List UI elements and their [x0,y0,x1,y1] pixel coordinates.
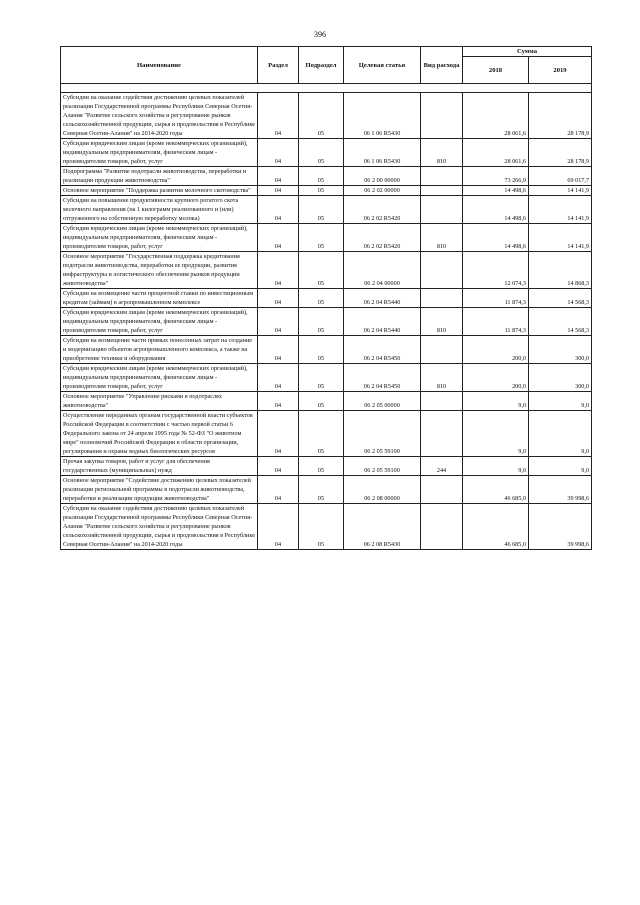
row-name: Субсидии на оказание содействия достижению целевых показателей реализации Государственной программы Республики Северная Осетия-Алания "Развитие сельского хозяйства и регулирование рынков сельскохозяйственной продукции, сырья и продовольствия в Республике Северная Осетия-Алания" на 2014-2020 годы [61,93,258,139]
page-number: 396 [314,30,326,39]
row-expense-type: 244 [421,457,463,476]
header-2019: 2019 [529,57,592,84]
row-expense-type [421,167,463,186]
row-section: 04 [258,336,299,364]
row-name: Основное мероприятие "Государственная поддержка кредитования подотрасли животноводства, переработки ее продукции, развития инфраструктуры и логистического обеспечения рынков продукции животноводства" [61,252,258,289]
row-name: Субсидии на повышение продуктивности крупного рогатого скота молочного направления (на 1 килограмм реализованного и (или) отгруженного на собственную переработку молока) [61,196,258,224]
row-sum-2019: 14 568,3 [529,289,592,308]
table-row [61,476,592,504]
row-target: 06 2 02 R5420 [344,196,421,224]
row-expense-type [421,93,463,139]
row-sum-2018: 9,0 [463,411,529,457]
row-section: 04 [258,289,299,308]
row-expense-type: 810 [421,364,463,392]
row-section: 04 [258,392,299,411]
row-expense-type [421,504,463,550]
row-sum-2018: 12 074,3 [463,252,529,289]
row-name: Субсидии на возмещение части прямых понесенных затрат на создание и модернизацию объектов агропромышленного комплекса, а также на приобретение техники и оборудования [61,336,258,364]
row-expense-type: 810 [421,224,463,252]
row-sum-2019: 300,0 [529,336,592,364]
row-sum-2018: 14 498,6 [463,224,529,252]
row-target: 06 1 06 R5430 [344,93,421,139]
table-row [61,364,592,392]
row-section: 04 [258,364,299,392]
row-expense-type [421,186,463,196]
table-row [61,308,592,336]
row-target: 06 2 04 R5440 [344,289,421,308]
row-sum-2018: 9,0 [463,392,529,411]
row-expense-type [421,289,463,308]
table-row [61,186,592,196]
header-2018: 2018 [463,57,529,84]
row-sum-2019: 9,0 [529,457,592,476]
row-subsection: 05 [299,392,344,411]
table-row [61,392,592,411]
row-section: 04 [258,93,299,139]
row-subsection: 05 [299,504,344,550]
row-subsection: 05 [299,308,344,336]
row-sum-2018: 46 685,0 [463,476,529,504]
row-sum-2019: 14 141,9 [529,196,592,224]
row-section: 04 [258,224,299,252]
row-expense-type: 810 [421,139,463,167]
table-row [61,411,592,457]
header-sum: Сумма [463,47,592,57]
row-sum-2019: 28 178,9 [529,93,592,139]
table-row [61,93,592,139]
table-row [61,336,592,364]
header-target: Целевая статья [344,47,421,84]
row-sum-2019: 9,0 [529,411,592,457]
row-subsection: 05 [299,167,344,186]
row-subsection: 05 [299,289,344,308]
budget-table [60,46,592,550]
row-sum-2019: 14 868,3 [529,252,592,289]
table-spacer [61,84,592,93]
row-target: 06 2 05 59100 [344,411,421,457]
row-sum-2018: 9,0 [463,457,529,476]
row-subsection: 05 [299,93,344,139]
row-section: 04 [258,186,299,196]
row-expense-type [421,252,463,289]
row-name: Основное мероприятие "Управление рисками в подотраслях животноводства" [61,392,258,411]
row-section: 04 [258,457,299,476]
row-subsection: 05 [299,186,344,196]
row-sum-2019: 14 568,3 [529,308,592,336]
row-target: 06 2 05 59100 [344,457,421,476]
row-subsection: 05 [299,364,344,392]
row-sum-2019: 39 998,6 [529,504,592,550]
row-section: 04 [258,504,299,550]
row-name: Субсидии юридическим лицам (кроме некоммерческих организаций), индивидуальным предпринимателям, физическим лицам - производителям товаров, работ, услуг [61,364,258,392]
table-row [61,289,592,308]
row-sum-2018: 200,0 [463,336,529,364]
row-sum-2018: 28 061,6 [463,139,529,167]
row-subsection: 05 [299,411,344,457]
row-sum-2019: 14 141,9 [529,224,592,252]
row-name: Субсидии на возмещение части процентной ставки по инвестиционным кредитам (займам) в агропромышленном комплексе [61,289,258,308]
row-sum-2018: 200,0 [463,364,529,392]
row-subsection: 05 [299,196,344,224]
row-subsection: 05 [299,139,344,167]
row-target: 06 2 02 R5420 [344,224,421,252]
row-subsection: 05 [299,457,344,476]
row-target: 06 2 08 R5430 [344,504,421,550]
row-target: 06 2 04 00000 [344,252,421,289]
table-row [61,196,592,224]
row-target: 06 2 04 R5440 [344,308,421,336]
row-subsection: 05 [299,252,344,289]
row-sum-2019: 300,0 [529,364,592,392]
row-name: Основное мероприятие "Поддержка развития молочного скотоводства" [61,186,258,196]
header-section: Раздел [258,47,299,84]
row-sum-2019: 28 178,9 [529,139,592,167]
row-section: 04 [258,252,299,289]
row-sum-2018: 46 685,0 [463,504,529,550]
row-name: Субсидии на оказание содействия достижению целевых показателей реализации Государственной программы Республики Северная Осетия-Алания "Развитие сельского хозяйства и регулирование рынков сельскохозяйственной продукции, сырья и продовольствия в Республике Северная Осетия-Алания" на 2014-2020 годы [61,504,258,550]
row-subsection: 05 [299,476,344,504]
row-section: 04 [258,139,299,167]
row-expense-type [421,196,463,224]
row-target: 06 2 05 00000 [344,392,421,411]
header-subsection: Подраздел [299,47,344,84]
header-expense-type: Вид расхода [421,47,463,84]
table-row [61,252,592,289]
row-section: 04 [258,411,299,457]
table-row [61,224,592,252]
row-sum-2019: 14 141,9 [529,186,592,196]
row-expense-type: 810 [421,308,463,336]
row-sum-2018: 73 266,9 [463,167,529,186]
row-sum-2018: 11 874,3 [463,308,529,336]
row-name: Основное мероприятие "Содействие достижению целевых показателей реализации региональной программы в подотрасли животноводства, переработки и реализации продукции животноводства" [61,476,258,504]
row-section: 04 [258,167,299,186]
row-target: 06 1 06 R5430 [344,139,421,167]
row-sum-2018: 14 498,6 [463,186,529,196]
header-name: Наименование [61,47,258,84]
table-row [61,504,592,550]
row-sum-2019: 39 998,6 [529,476,592,504]
row-target: 06 2 04 R5450 [344,336,421,364]
row-sum-2019: 9,0 [529,392,592,411]
row-section: 04 [258,196,299,224]
row-subsection: 05 [299,336,344,364]
row-sum-2018: 14 498,6 [463,196,529,224]
row-section: 04 [258,476,299,504]
row-name: Субсидии юридическим лицам (кроме некоммерческих организаций), индивидуальным предпринимателям, физическим лицам - производителям товаров, работ, услуг [61,139,258,167]
table-row [61,457,592,476]
row-name: Прочая закупка товаров, работ и услуг для обеспечения государственных (муниципальных) нужд [61,457,258,476]
row-expense-type [421,336,463,364]
row-target: 06 2 00 00000 [344,167,421,186]
table-row [61,167,592,186]
row-section: 04 [258,308,299,336]
row-target: 06 2 08 00000 [344,476,421,504]
row-expense-type [421,411,463,457]
row-sum-2018: 28 061,6 [463,93,529,139]
row-name: Субсидии юридическим лицам (кроме некоммерческих организаций), индивидуальным предпринимателям, физическим лицам - производителям товаров, работ, услуг [61,224,258,252]
row-sum-2019: 69 017,7 [529,167,592,186]
row-sum-2018: 11 874,3 [463,289,529,308]
row-name: Субсидии юридическим лицам (кроме некоммерческих организаций), индивидуальным предпринимателям, физическим лицам - производителям товаров, работ, услуг [61,308,258,336]
row-name: Осуществление переданных органам государственной власти субъектов Российской Федерации в соответствии с частью первой статьи 6 Федерального закона от 24 апреля 1995 года № 52-ФЗ "О животном мире" полномочий Российской Федерации в области организации, регулирования и охраны водных биологических ресурсов [61,411,258,457]
row-subsection: 05 [299,224,344,252]
row-target: 06 2 02 00000 [344,186,421,196]
row-expense-type [421,392,463,411]
row-name: Подпрограмма "Развитие подотрасли животноводства, переработки и реализации продукции животноводства" [61,167,258,186]
row-target: 06 2 04 R5450 [344,364,421,392]
row-expense-type [421,476,463,504]
table-row [61,139,592,167]
